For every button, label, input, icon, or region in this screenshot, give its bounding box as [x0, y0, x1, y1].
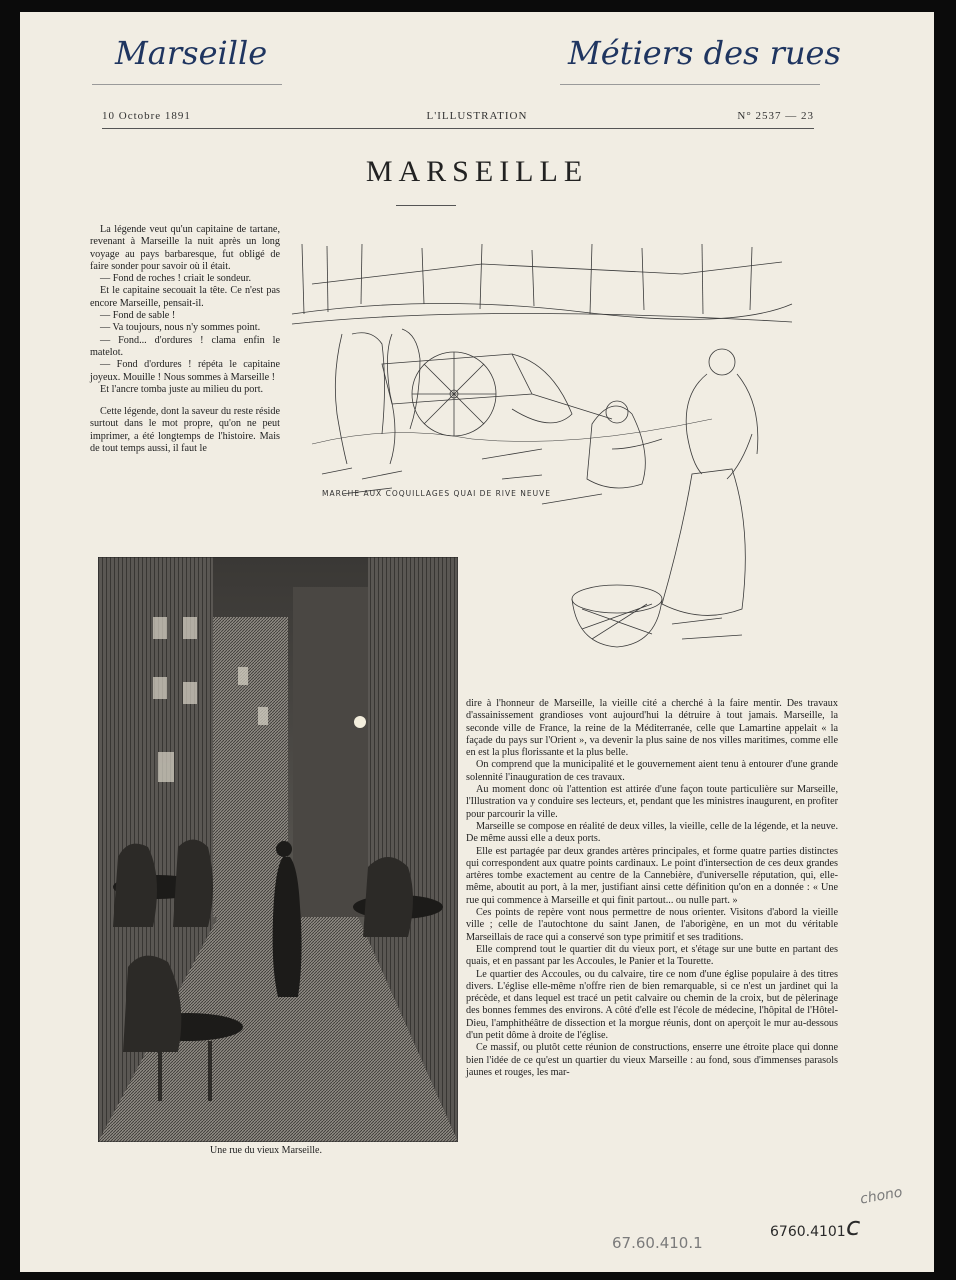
paragraph: — Fond... d'ordures ! clama enfin le matelot.: [90, 334, 280, 358]
paragraph: Au moment donc où l'attention est attirée d'une façon toute particulière sur Marseille, l'Illustration va y conduire ses lecteurs, et, pendant que les ministres inaugurent, en profiter pour parcourir la ville.: [466, 784, 838, 820]
paragraph: Cette légende, dont la saveur du reste réside surtout dans le mot propre, qu'on ne peut imprimer, a été longtemps de l'histoire. Mais de tout temps aussi, il faut le: [90, 406, 280, 455]
street-caption: Une rue du vieux Marseille.: [210, 1145, 322, 1156]
paragraph: — Va toujours, nous n'y sommes point.: [100, 322, 261, 334]
paragraph: Marseille se compose en réalité de deux villes, la vieille, celle de la légende, et la neuve. De même aussi elle a deux ports.: [466, 820, 838, 845]
paragraph: Et l'ancre tomba juste au milieu du port.: [100, 383, 264, 395]
pencil-inventory-number: 67.60.410.1: [612, 1234, 703, 1252]
paragraph: — Fond de sable !: [100, 310, 176, 322]
article-column-right: [466, 698, 838, 1079]
masthead-journal: L'ILLUSTRATION: [426, 110, 528, 122]
masthead-date: 10 Octobre 1891: [102, 110, 191, 122]
paragraph: On comprend que la municipalité et le gouvernement aient tenu à entourer d'une grande solennité l'inauguration de ces travaux.: [466, 759, 838, 783]
handwritten-category-note: Métiers des rues: [568, 34, 841, 72]
article-title: MARSEILLE: [365, 155, 589, 188]
street-engraving: [98, 557, 458, 1142]
pencil-note: chono: [858, 1184, 904, 1208]
paragraph: — Fond de roches ! criait le sondeur.: [100, 273, 252, 285]
document-page: [20, 12, 934, 1272]
title-rule: [396, 205, 456, 206]
paragraph: dire à l'honneur de Marseille, la vieille cité a cherché à la faire mentir. Des travaux d'assainissement grandioses vont aujourd'hui la détruire à tout jamais. Marseille, la seconde ville de France, la reine de la Méditerranée, celle que Lamartine appelait « la façade du pays sur l'Orient », va devenir la plus saine de nos villes maritimes, comme elle en est la plus florissante et la plus belle.: [466, 698, 838, 759]
market-caption: MARCHE AUX COQUILLAGES QUAI DE RIVE NEUVE: [322, 489, 551, 498]
masthead-issue: N° 2537 — 23: [737, 110, 814, 122]
paragraph: Ce massif, ou plutôt cette réunion de constructions, enserre une étroite place qui donne bien l'idée de ce qu'est un quartier du vieux Marseille : au fond, sous d'immenses parasols jaunes et rouges, les mar-: [466, 1042, 838, 1078]
paragraph: Ces points de repère vont nous permettre de nous orienter. Visitons d'abord la vieille ville ; celle de l'autochtone du saint Janen, de l'aborigène, en un mot du véritable Marseillais de race qui a conservé son type primitif et ses traditions.: [466, 907, 838, 943]
paragraph: Et le capitaine secouait la tête. Ce n'est pas encore Marseille, pensait-il.: [90, 285, 280, 309]
handwritten-underline: [92, 84, 282, 85]
paragraph: Le quartier des Accoules, ou du calvaire, tire ce nom d'une église populaire à des titres divers. L'église elle-même n'offre rien de bien remarquable, si ce n'est un jardinet qui la précède, et dans lequel est tracé un petit calvaire ou chemin de la croix, but de pèlerinage des bonnes femmes des environs. A côté d'elle est l'école de médecine, l'hôpital de l'Hôtel-Dieu, l'amphithéâtre de dissection et la morgue réunis, dont on aperçoit le mur au-dessous d'un petit dôme à droite de l'église.: [466, 968, 838, 1042]
paragraph: Elle comprend tout le quartier dit du vieux port, et s'étage sur une butte en partant des quais, et en passant par les Accoules, le Panier et la Tourette.: [466, 943, 838, 968]
article-column-left: [90, 224, 280, 455]
masthead-rule: [102, 128, 814, 129]
paragraph: — Fond d'ordures ! répéta le capitaine joyeux. Mouille ! Nous sommes à Marseille !: [90, 359, 280, 383]
handwritten-underline: [560, 84, 820, 85]
paragraph: Elle est partagée par deux grandes artères principales, et forme quatre parties distinctes qui correspondent aux quatre points cardinaux. Le point d'intersection de ces deux grandes artères tombe exactement au centre de la Cannebière, d'universelle réputation, qui, elle-même, aboutit au port, à la mer, justifiant ainsi cette définition qu'on en a donnée : « Une rue qui commence à Marseille et qui finit partout... ou nulle part. »: [466, 845, 838, 906]
paragraph: La légende veut qu'un capitaine de tartane, revenant à Marseille la nuit après un long voyage au pays barbaresque, fut obligé de faire sonder pour savoir où il était.: [90, 224, 280, 272]
ink-letter: c: [846, 1212, 861, 1242]
handwritten-city-note: Marseille: [115, 34, 268, 72]
ink-inventory-number: 6760.4101: [770, 1224, 846, 1240]
